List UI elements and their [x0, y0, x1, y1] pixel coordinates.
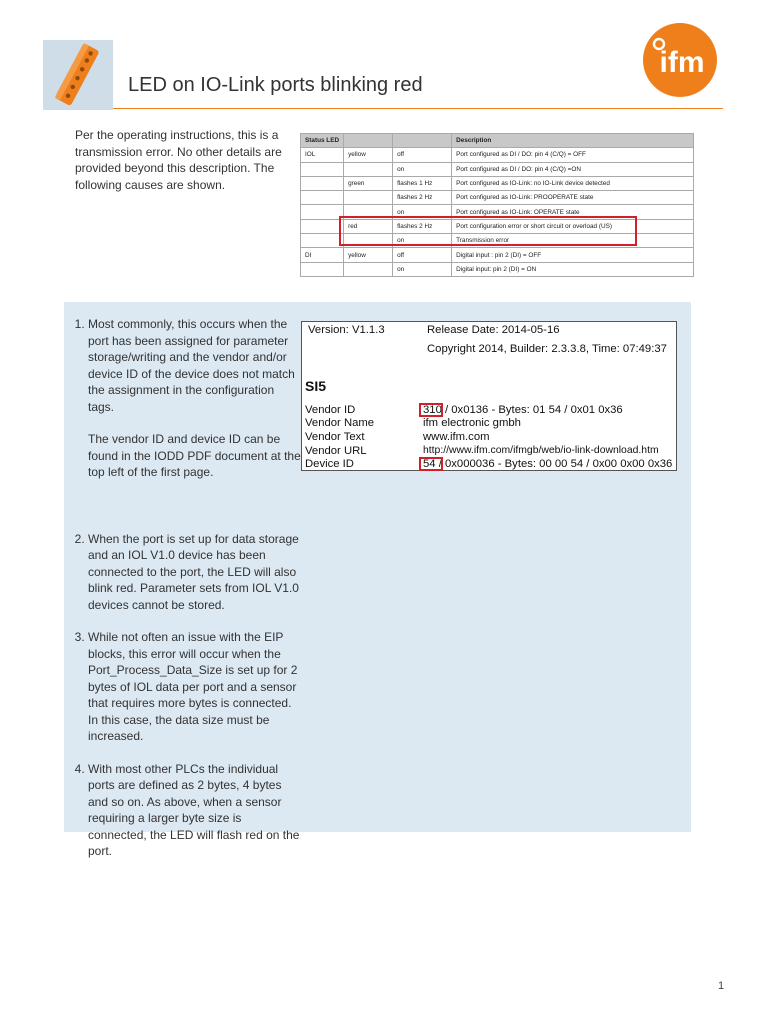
table-cell: Port configured as DI / DO: pin 4 (C/Q) = OFF: [452, 148, 694, 162]
table-cell: [301, 262, 344, 276]
table-cell: Digital input: pin 2 (DI) = ON: [452, 262, 694, 276]
table-cell: [301, 219, 344, 233]
table-cell: Port configured as IO-Link: OPERATE state: [452, 205, 694, 219]
vendor-url-value: http://www.ifm.com/ifmgb/web/io-link-download.htm: [423, 445, 659, 456]
vendor-name-value: ifm electronic gmbh: [423, 417, 521, 429]
page-title: LED on IO-Link ports blinking red: [128, 74, 423, 96]
table-cell: Digital input : pin 2 (DI) = OFF: [452, 248, 694, 262]
iodd-product-name: SI5: [305, 378, 327, 394]
list-item: [88, 316, 303, 481]
vendor-id-label: Vendor ID: [305, 404, 356, 416]
header-cell: Description: [452, 134, 694, 148]
vendor-name-label: Vendor Name: [305, 417, 375, 429]
table-cell: [344, 191, 393, 205]
table-row: [301, 162, 694, 176]
iodd-copyright: Copyright 2014, Builder: 2.3.3.8, Time: 07:49:37: [427, 343, 667, 355]
device-id-highlight: [419, 457, 443, 471]
table-cell: flashes 2 Hz: [393, 219, 452, 233]
cause-paragraph: 4. With most other PLCs the individual ports are defined as 2 bytes, 4 bytes and so on. As above, when a sensor requiring a larger byte size is connected, the LED will flash red on the port.: [88, 761, 300, 858]
table-cell: on: [393, 162, 452, 176]
cause-paragraph: 2. When the port is set up for data storage and an IOL V1.0 device has been connected to the port, the LED will also blink red. Parameter sets from IOL V1.0 devices cannot be stored.: [88, 531, 299, 612]
red-led-highlight: [339, 216, 637, 246]
table-cell: on: [393, 234, 452, 248]
page-number: 1: [718, 980, 725, 992]
product-image: [43, 40, 113, 110]
device-id-value: 54 / 0x000036 - Bytes: 00 00 54 / 0x00 0x00 0x36: [423, 458, 673, 470]
list-item: [88, 761, 303, 860]
logo-text: ifm: [659, 46, 705, 79]
table-cell: green: [344, 176, 393, 190]
cause-paragraph: The vendor ID and device ID can be found in the IODD PDF document at the top left of the first page.: [88, 432, 301, 479]
table-cell: yellow: [344, 248, 393, 262]
table-cell: IOL: [301, 148, 344, 162]
table-cell: flashes 2 Hz: [393, 191, 452, 205]
vendor-text-label: Vendor Text: [305, 431, 365, 443]
table-cell: on: [393, 262, 452, 276]
iodd-version: Version: V1.1.3: [308, 324, 385, 336]
vendor-url-label: Vendor URL: [305, 445, 367, 457]
header-cell: [393, 134, 452, 148]
intro-text: Per the operating instructions, this is a transmission error. No other details are provided beyond this description. The following causes are shown.: [75, 128, 282, 192]
status-led-table: [300, 133, 694, 277]
cause-paragraph: 3. While not often an issue with the EIP blocks, this error will occur when the Port_Process_Data_Size is set up for 2 bytes of IOL data per port and a sensor that requires more bytes is connected. In this case, the data size must be increased.: [88, 630, 298, 743]
list-item: [88, 629, 303, 745]
vendor-text-value: www.ifm.com: [423, 431, 490, 443]
table-row: [301, 148, 694, 162]
table-header-row: [301, 134, 694, 148]
vendor-id-highlight: [419, 403, 443, 417]
table-cell: [344, 262, 393, 276]
table-cell: [344, 162, 393, 176]
causes-list: [70, 316, 303, 860]
table-row: [301, 176, 694, 190]
table-cell: flashes 1 Hz: [393, 176, 452, 190]
table-cell: Port configuration error or short circuit or overload (US): [452, 219, 694, 233]
table-row: [301, 248, 694, 262]
table-row: [301, 262, 694, 276]
table-cell: Port configured as IO-Link: PROOPERATE state: [452, 191, 694, 205]
cause-paragraph: 1. Most commonly, this occurs when the port has been assigned for parameter storage/writing and the vendor and/or device ID of the device does not match the assignment in the configuration tags.: [88, 317, 295, 414]
header-cell: [344, 134, 393, 148]
table-cell: Port configured as DI / DO: pin 4 (C/Q) =ON: [452, 162, 694, 176]
table-cell: [301, 191, 344, 205]
table-cell: yellow: [344, 148, 393, 162]
table-cell: [301, 162, 344, 176]
table-row: [301, 191, 694, 205]
table-cell: off: [393, 248, 452, 262]
iodd-release-date: Release Date: 2014-05-16: [427, 324, 560, 336]
header-cell: Status LED: [301, 134, 344, 148]
ifm-logo: [642, 22, 718, 98]
table-cell: [301, 176, 344, 190]
title-rule: [113, 108, 723, 109]
iodd-excerpt: [301, 321, 677, 471]
table-cell: off: [393, 148, 452, 162]
list-item: [88, 531, 303, 614]
table-cell: Transmission error: [452, 234, 694, 248]
table-cell: on: [393, 205, 452, 219]
table-cell: red: [344, 219, 393, 233]
vendor-id-value: 310 / 0x0136 - Bytes: 01 54 / 0x01 0x36: [423, 404, 623, 416]
device-id-label: Device ID: [305, 458, 354, 470]
table-cell: [301, 205, 344, 219]
table-cell: Port configured as IO-Link: no IO-Link device detected: [452, 176, 694, 190]
table-cell: [301, 234, 344, 248]
table-cell: DI: [301, 248, 344, 262]
